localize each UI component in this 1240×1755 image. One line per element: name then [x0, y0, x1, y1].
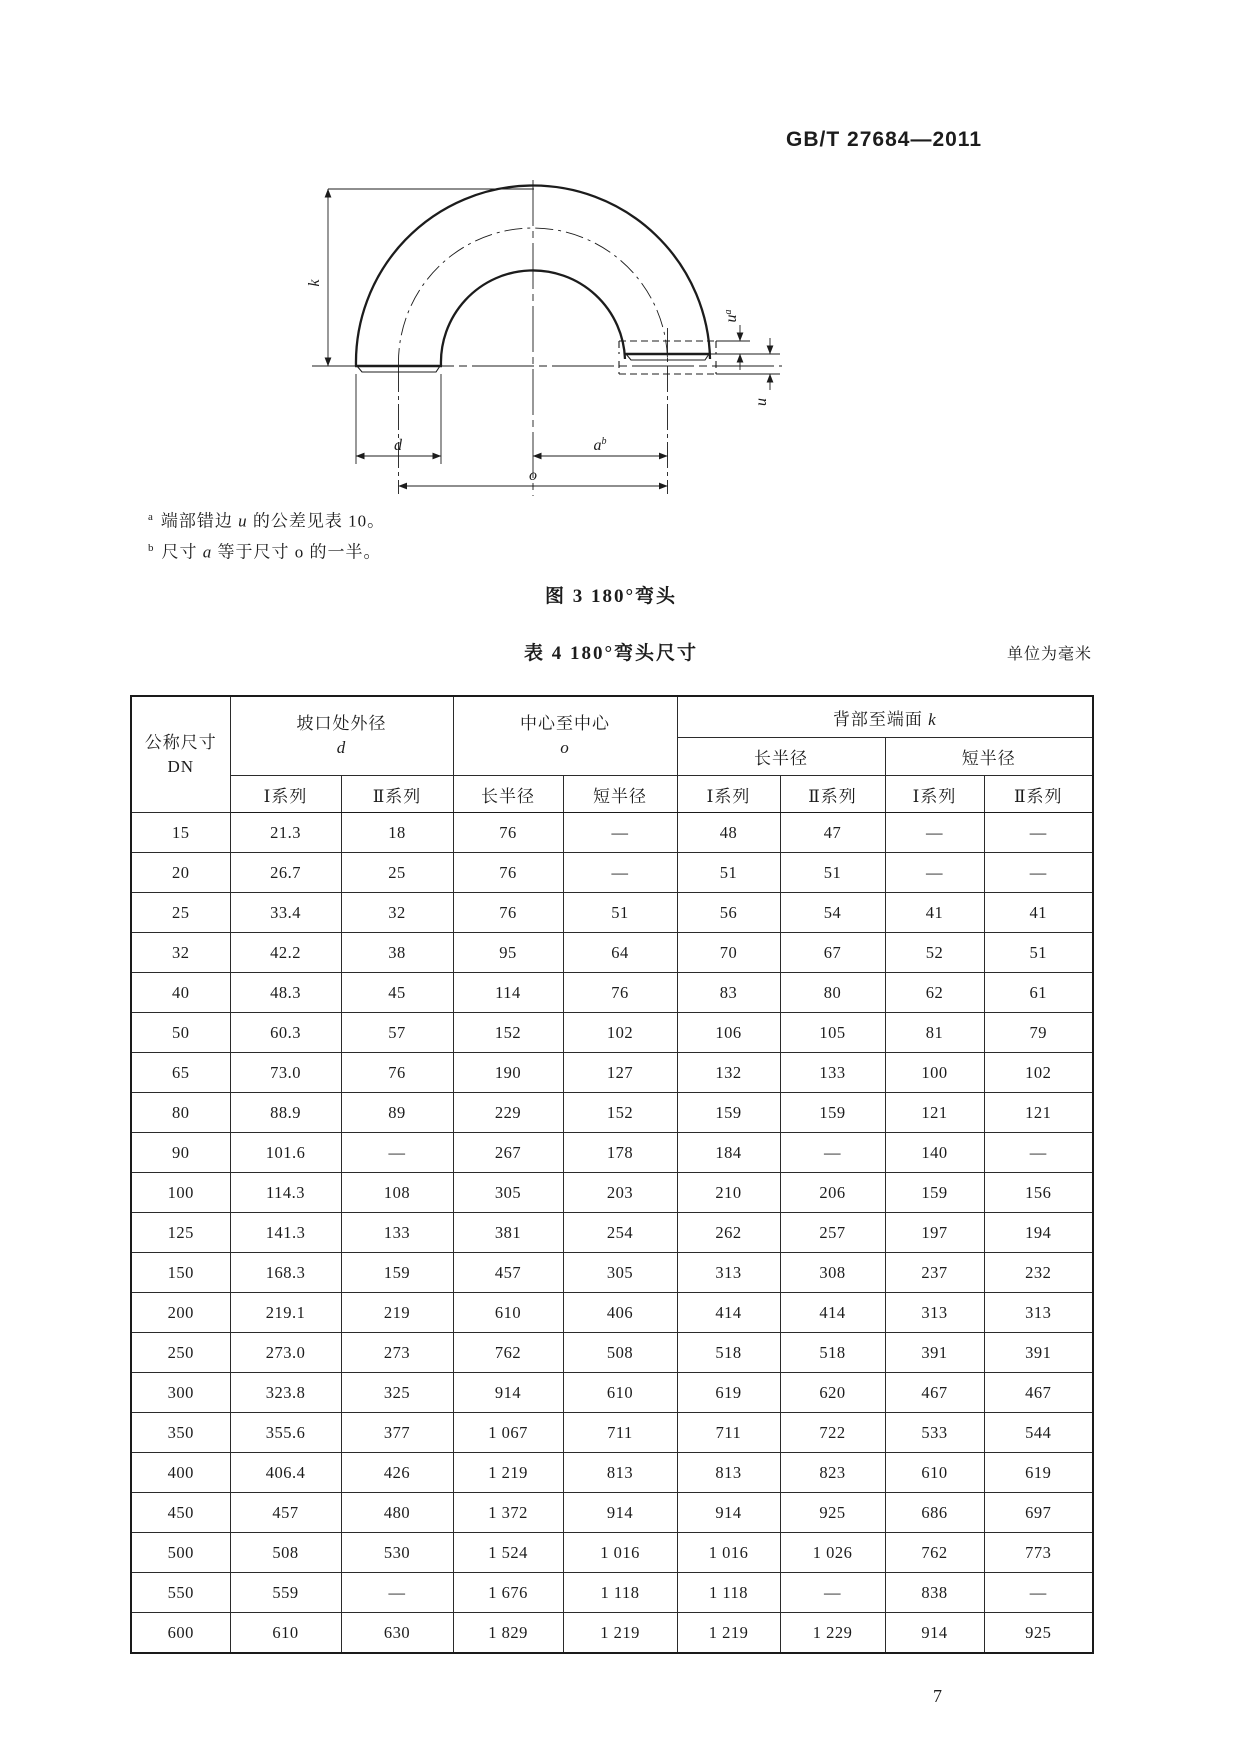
table-cell: 237 [885, 1253, 984, 1293]
table-body [131, 813, 1093, 1654]
table-cell: 26.7 [230, 853, 341, 893]
table-cell: 1 118 [563, 1573, 677, 1613]
table-cell: 76 [453, 853, 563, 893]
table-cell: 159 [885, 1173, 984, 1213]
table-cell: 518 [780, 1333, 885, 1373]
elbow-drawing-svg [288, 178, 788, 500]
table-cell: 325 [341, 1373, 453, 1413]
table-cell: 45 [341, 973, 453, 1013]
table-row [131, 1613, 1093, 1654]
table-row [131, 1573, 1093, 1613]
table-cell: 350 [131, 1413, 230, 1453]
table-cell: 508 [230, 1533, 341, 1573]
table-cell: 250 [131, 1333, 230, 1373]
table-cell: 254 [563, 1213, 677, 1253]
table-cell: 400 [131, 1453, 230, 1493]
header-k-group: 背部至端面 k [677, 696, 1093, 738]
table-cell: 156 [984, 1173, 1093, 1213]
table-row [131, 1493, 1093, 1533]
table-cell: 15 [131, 813, 230, 853]
table-cell: 823 [780, 1453, 885, 1493]
table-cell: 54 [780, 893, 885, 933]
table-row [131, 1253, 1093, 1293]
table-cell: 79 [984, 1013, 1093, 1053]
table-cell: 406 [563, 1293, 677, 1333]
table-cell: 467 [984, 1373, 1093, 1413]
table-cell: 133 [341, 1213, 453, 1253]
table-cell: 121 [885, 1093, 984, 1133]
figure-notes [148, 504, 385, 565]
table-cell: 762 [453, 1333, 563, 1373]
table-cell: — [984, 1133, 1093, 1173]
table-cell: 1 229 [780, 1613, 885, 1654]
table-cell: 90 [131, 1133, 230, 1173]
unit-note: 单位为毫米 [1006, 646, 1092, 663]
table-cell: 51 [780, 853, 885, 893]
table-cell: 610 [563, 1373, 677, 1413]
table-cell: 159 [677, 1093, 780, 1133]
table-cell: 76 [453, 813, 563, 853]
table-cell: 813 [563, 1453, 677, 1493]
table-row [131, 1293, 1093, 1333]
table-cell: 406.4 [230, 1453, 341, 1493]
table-cell: 619 [984, 1453, 1093, 1493]
table-cell: 711 [677, 1413, 780, 1453]
table-cell: — [885, 853, 984, 893]
table-row [131, 853, 1093, 893]
dimension-table-wrap [130, 695, 1092, 1654]
table-cell: 1 016 [563, 1533, 677, 1573]
table-cell: 210 [677, 1173, 780, 1213]
table-cell: 1 524 [453, 1533, 563, 1573]
table-cell: 914 [453, 1373, 563, 1413]
table-cell: 102 [563, 1013, 677, 1053]
table-cell: 262 [677, 1213, 780, 1253]
subheader-o-long: 长半径 [453, 776, 563, 813]
table-cell: 141.3 [230, 1213, 341, 1253]
table-cell: 100 [885, 1053, 984, 1093]
subheader-d-series1: Ⅰ系列 [230, 776, 341, 813]
table-cell: 203 [563, 1173, 677, 1213]
table-row [131, 1173, 1093, 1213]
table-cell: 533 [885, 1413, 984, 1453]
table-row [131, 1413, 1093, 1453]
table-cell: 67 [780, 933, 885, 973]
table-cell: 178 [563, 1133, 677, 1173]
table-cell: 391 [885, 1333, 984, 1373]
table-cell: 610 [230, 1613, 341, 1654]
table-cell: 62 [885, 973, 984, 1013]
table-cell: 711 [563, 1413, 677, 1453]
table-title: 表 4 180°弯头尺寸 [523, 643, 699, 664]
table-cell: 550 [131, 1573, 230, 1613]
table-cell: 194 [984, 1213, 1093, 1253]
table-row [131, 1093, 1093, 1133]
table-cell: 206 [780, 1173, 885, 1213]
table-cell: 232 [984, 1253, 1093, 1293]
table-cell: 81 [885, 1013, 984, 1053]
table-cell: 391 [984, 1333, 1093, 1373]
table-cell: 190 [453, 1053, 563, 1093]
table-cell: 1 372 [453, 1493, 563, 1533]
table-cell: 51 [984, 933, 1093, 973]
table-cell: 544 [984, 1413, 1093, 1453]
table-cell: 457 [230, 1493, 341, 1533]
table-cell: 925 [984, 1613, 1093, 1654]
table-cell: 114 [453, 973, 563, 1013]
table-cell: 219.1 [230, 1293, 341, 1333]
figure-caption: 图 3 180°弯头 [544, 586, 678, 607]
table-cell: 52 [885, 933, 984, 973]
table-cell: 41 [984, 893, 1093, 933]
table-cell: 1 067 [453, 1413, 563, 1453]
table-cell: 80 [780, 973, 885, 1013]
table-cell: 168.3 [230, 1253, 341, 1293]
table-cell: 152 [563, 1093, 677, 1133]
table-cell: 500 [131, 1533, 230, 1573]
table-cell: 313 [885, 1293, 984, 1333]
table-cell: 114.3 [230, 1173, 341, 1213]
table-cell: 133 [780, 1053, 885, 1093]
table-cell: 51 [563, 893, 677, 933]
table-row [131, 1133, 1093, 1173]
table-cell: 105 [780, 1013, 885, 1053]
figure-note-a: $^a$ 端部错边 u 的公差见表 10。 [148, 511, 386, 531]
table-cell: 152 [453, 1013, 563, 1053]
table-cell: 48 [677, 813, 780, 853]
table-cell: 273.0 [230, 1333, 341, 1373]
table-cell: 56 [677, 893, 780, 933]
table-cell: 127 [563, 1053, 677, 1093]
table-cell: 273 [341, 1333, 453, 1373]
o-label: o [529, 467, 537, 484]
table-cell: — [984, 813, 1093, 853]
table-cell: 381 [453, 1213, 563, 1253]
table-cell: 38 [341, 933, 453, 973]
ua-label: $u^a$ [723, 309, 740, 323]
table-cell: 197 [885, 1213, 984, 1253]
table-row [131, 933, 1093, 973]
table-cell: 83 [677, 973, 780, 1013]
table-cell: 60.3 [230, 1013, 341, 1053]
table-row [131, 1333, 1093, 1373]
subheader-kshort-series1: Ⅰ系列 [885, 776, 984, 813]
table-cell: 323.8 [230, 1373, 341, 1413]
table-row [131, 893, 1093, 933]
table-row [131, 1453, 1093, 1493]
table-cell: 25 [131, 893, 230, 933]
table-cell: 355.6 [230, 1413, 341, 1453]
d-label: d [394, 437, 402, 454]
table-cell: 313 [677, 1253, 780, 1293]
table-cell: 184 [677, 1133, 780, 1173]
table-cell: 50 [131, 1013, 230, 1053]
table-cell: 33.4 [230, 893, 341, 933]
table-cell: 32 [131, 933, 230, 973]
table-cell: 267 [453, 1133, 563, 1173]
table-cell: 20 [131, 853, 230, 893]
table-cell: 925 [780, 1493, 885, 1533]
table-cell: 102 [984, 1053, 1093, 1093]
table-cell: 257 [780, 1213, 885, 1253]
table-cell: 457 [453, 1253, 563, 1293]
table-cell: — [341, 1573, 453, 1613]
table-cell: 1 219 [453, 1453, 563, 1493]
table-cell: 101.6 [230, 1133, 341, 1173]
table-row [131, 1053, 1093, 1093]
elbow-drawing [288, 178, 788, 500]
table-cell: 89 [341, 1093, 453, 1133]
table-cell: 1 219 [563, 1613, 677, 1654]
table-cell: 619 [677, 1373, 780, 1413]
table-cell: 18 [341, 813, 453, 853]
table-cell: 414 [677, 1293, 780, 1333]
table-cell: 914 [563, 1493, 677, 1533]
table-cell: 508 [563, 1333, 677, 1373]
table-cell: 61 [984, 973, 1093, 1013]
table-cell: 200 [131, 1293, 230, 1333]
table-cell: 686 [885, 1493, 984, 1533]
table-cell: 1 026 [780, 1533, 885, 1573]
header-k-short-radius: 短半径 [885, 738, 1093, 776]
table-cell: 48.3 [230, 973, 341, 1013]
table-cell: 42.2 [230, 933, 341, 973]
table-cell: 914 [885, 1613, 984, 1654]
table-cell: 1 118 [677, 1573, 780, 1613]
u-label: u [753, 398, 770, 406]
table-cell: 76 [453, 893, 563, 933]
table-cell: 159 [780, 1093, 885, 1133]
table-row [131, 1013, 1093, 1053]
table-cell: 1 219 [677, 1613, 780, 1654]
table-cell: — [563, 813, 677, 853]
table-cell: — [563, 853, 677, 893]
table-cell: 57 [341, 1013, 453, 1053]
table-cell: 32 [341, 893, 453, 933]
table-cell: 1 676 [453, 1573, 563, 1613]
table-cell: 377 [341, 1413, 453, 1453]
table-cell: 620 [780, 1373, 885, 1413]
table-cell: 600 [131, 1613, 230, 1654]
table-cell: — [984, 853, 1093, 893]
table-cell: 610 [885, 1453, 984, 1493]
standard-code: GB/T 27684—2011 [786, 128, 982, 151]
table-cell: 125 [131, 1213, 230, 1253]
subheader-klong-series1: Ⅰ系列 [677, 776, 780, 813]
table-row [131, 1213, 1093, 1253]
table-cell: 914 [677, 1493, 780, 1533]
table-cell: 1 016 [677, 1533, 780, 1573]
table-row [131, 813, 1093, 853]
note-a-marker: a [148, 511, 154, 523]
a-label: $a^b$ [593, 436, 607, 454]
table-cell: 41 [885, 893, 984, 933]
table-cell: 40 [131, 973, 230, 1013]
table-cell: — [984, 1573, 1093, 1613]
table-cell: 21.3 [230, 813, 341, 853]
table-cell: 140 [885, 1133, 984, 1173]
table-cell: — [780, 1133, 885, 1173]
table-cell: 100 [131, 1173, 230, 1213]
table-cell: 838 [885, 1573, 984, 1613]
table-cell: 773 [984, 1533, 1093, 1573]
table-cell: 47 [780, 813, 885, 853]
dimension-table [130, 695, 1094, 1654]
table-cell: 73.0 [230, 1053, 341, 1093]
k-label: k [306, 279, 323, 287]
table-cell: 300 [131, 1373, 230, 1413]
table-cell: 64 [563, 933, 677, 973]
table-cell: 559 [230, 1573, 341, 1613]
table-cell: 88.9 [230, 1093, 341, 1133]
table-cell: — [341, 1133, 453, 1173]
table-cell: 65 [131, 1053, 230, 1093]
page-number: 7 [933, 1686, 942, 1706]
table-cell: 1 829 [453, 1613, 563, 1654]
table-cell: — [885, 813, 984, 853]
table-cell: 219 [341, 1293, 453, 1333]
table-cell: 25 [341, 853, 453, 893]
subheader-o-short: 短半径 [563, 776, 677, 813]
table-cell: 70 [677, 933, 780, 973]
table-cell: 762 [885, 1533, 984, 1573]
table-cell: 450 [131, 1493, 230, 1533]
table-cell: 480 [341, 1493, 453, 1533]
table-cell: 159 [341, 1253, 453, 1293]
table-cell: 610 [453, 1293, 563, 1333]
table-cell: 80 [131, 1093, 230, 1133]
subheader-d-series2: Ⅱ系列 [341, 776, 453, 813]
note-b-marker: b [148, 541, 155, 554]
table-cell: 697 [984, 1493, 1093, 1533]
table-cell: — [780, 1573, 885, 1613]
table-cell: 518 [677, 1333, 780, 1373]
table-cell: 51 [677, 853, 780, 893]
header-k-long-radius: 长半径 [677, 738, 885, 776]
table-cell: 229 [453, 1093, 563, 1133]
header-dn: 公称尺寸 DN [131, 696, 230, 813]
subheader-klong-series2: Ⅱ系列 [780, 776, 885, 813]
table-titlebar [130, 638, 1092, 664]
table-cell: 813 [677, 1453, 780, 1493]
table-cell: 722 [780, 1413, 885, 1453]
table-row [131, 1533, 1093, 1573]
table-cell: 467 [885, 1373, 984, 1413]
table-cell: 530 [341, 1533, 453, 1573]
table-cell: 414 [780, 1293, 885, 1333]
header-d-group: 坡口处外径 d [230, 696, 453, 776]
table-cell: 313 [984, 1293, 1093, 1333]
table-cell: 121 [984, 1093, 1093, 1133]
table-cell: 305 [563, 1253, 677, 1293]
table-row [131, 973, 1093, 1013]
table-cell: 150 [131, 1253, 230, 1293]
table-cell: 76 [341, 1053, 453, 1093]
subheader-kshort-series2: Ⅱ系列 [984, 776, 1093, 813]
table-cell: 76 [563, 973, 677, 1013]
table-cell: 305 [453, 1173, 563, 1213]
table-cell: 95 [453, 933, 563, 973]
table-cell: 108 [341, 1173, 453, 1213]
table-cell: 426 [341, 1453, 453, 1493]
header-o-group: 中心至中心 o [453, 696, 677, 776]
figure-note-b: $^b$ 尺寸 a 等于尺寸 o 的一半。 [148, 541, 382, 562]
table-cell: 630 [341, 1613, 453, 1654]
table-cell: 106 [677, 1013, 780, 1053]
table-cell: 308 [780, 1253, 885, 1293]
table-cell: 132 [677, 1053, 780, 1093]
table-row [131, 1373, 1093, 1413]
